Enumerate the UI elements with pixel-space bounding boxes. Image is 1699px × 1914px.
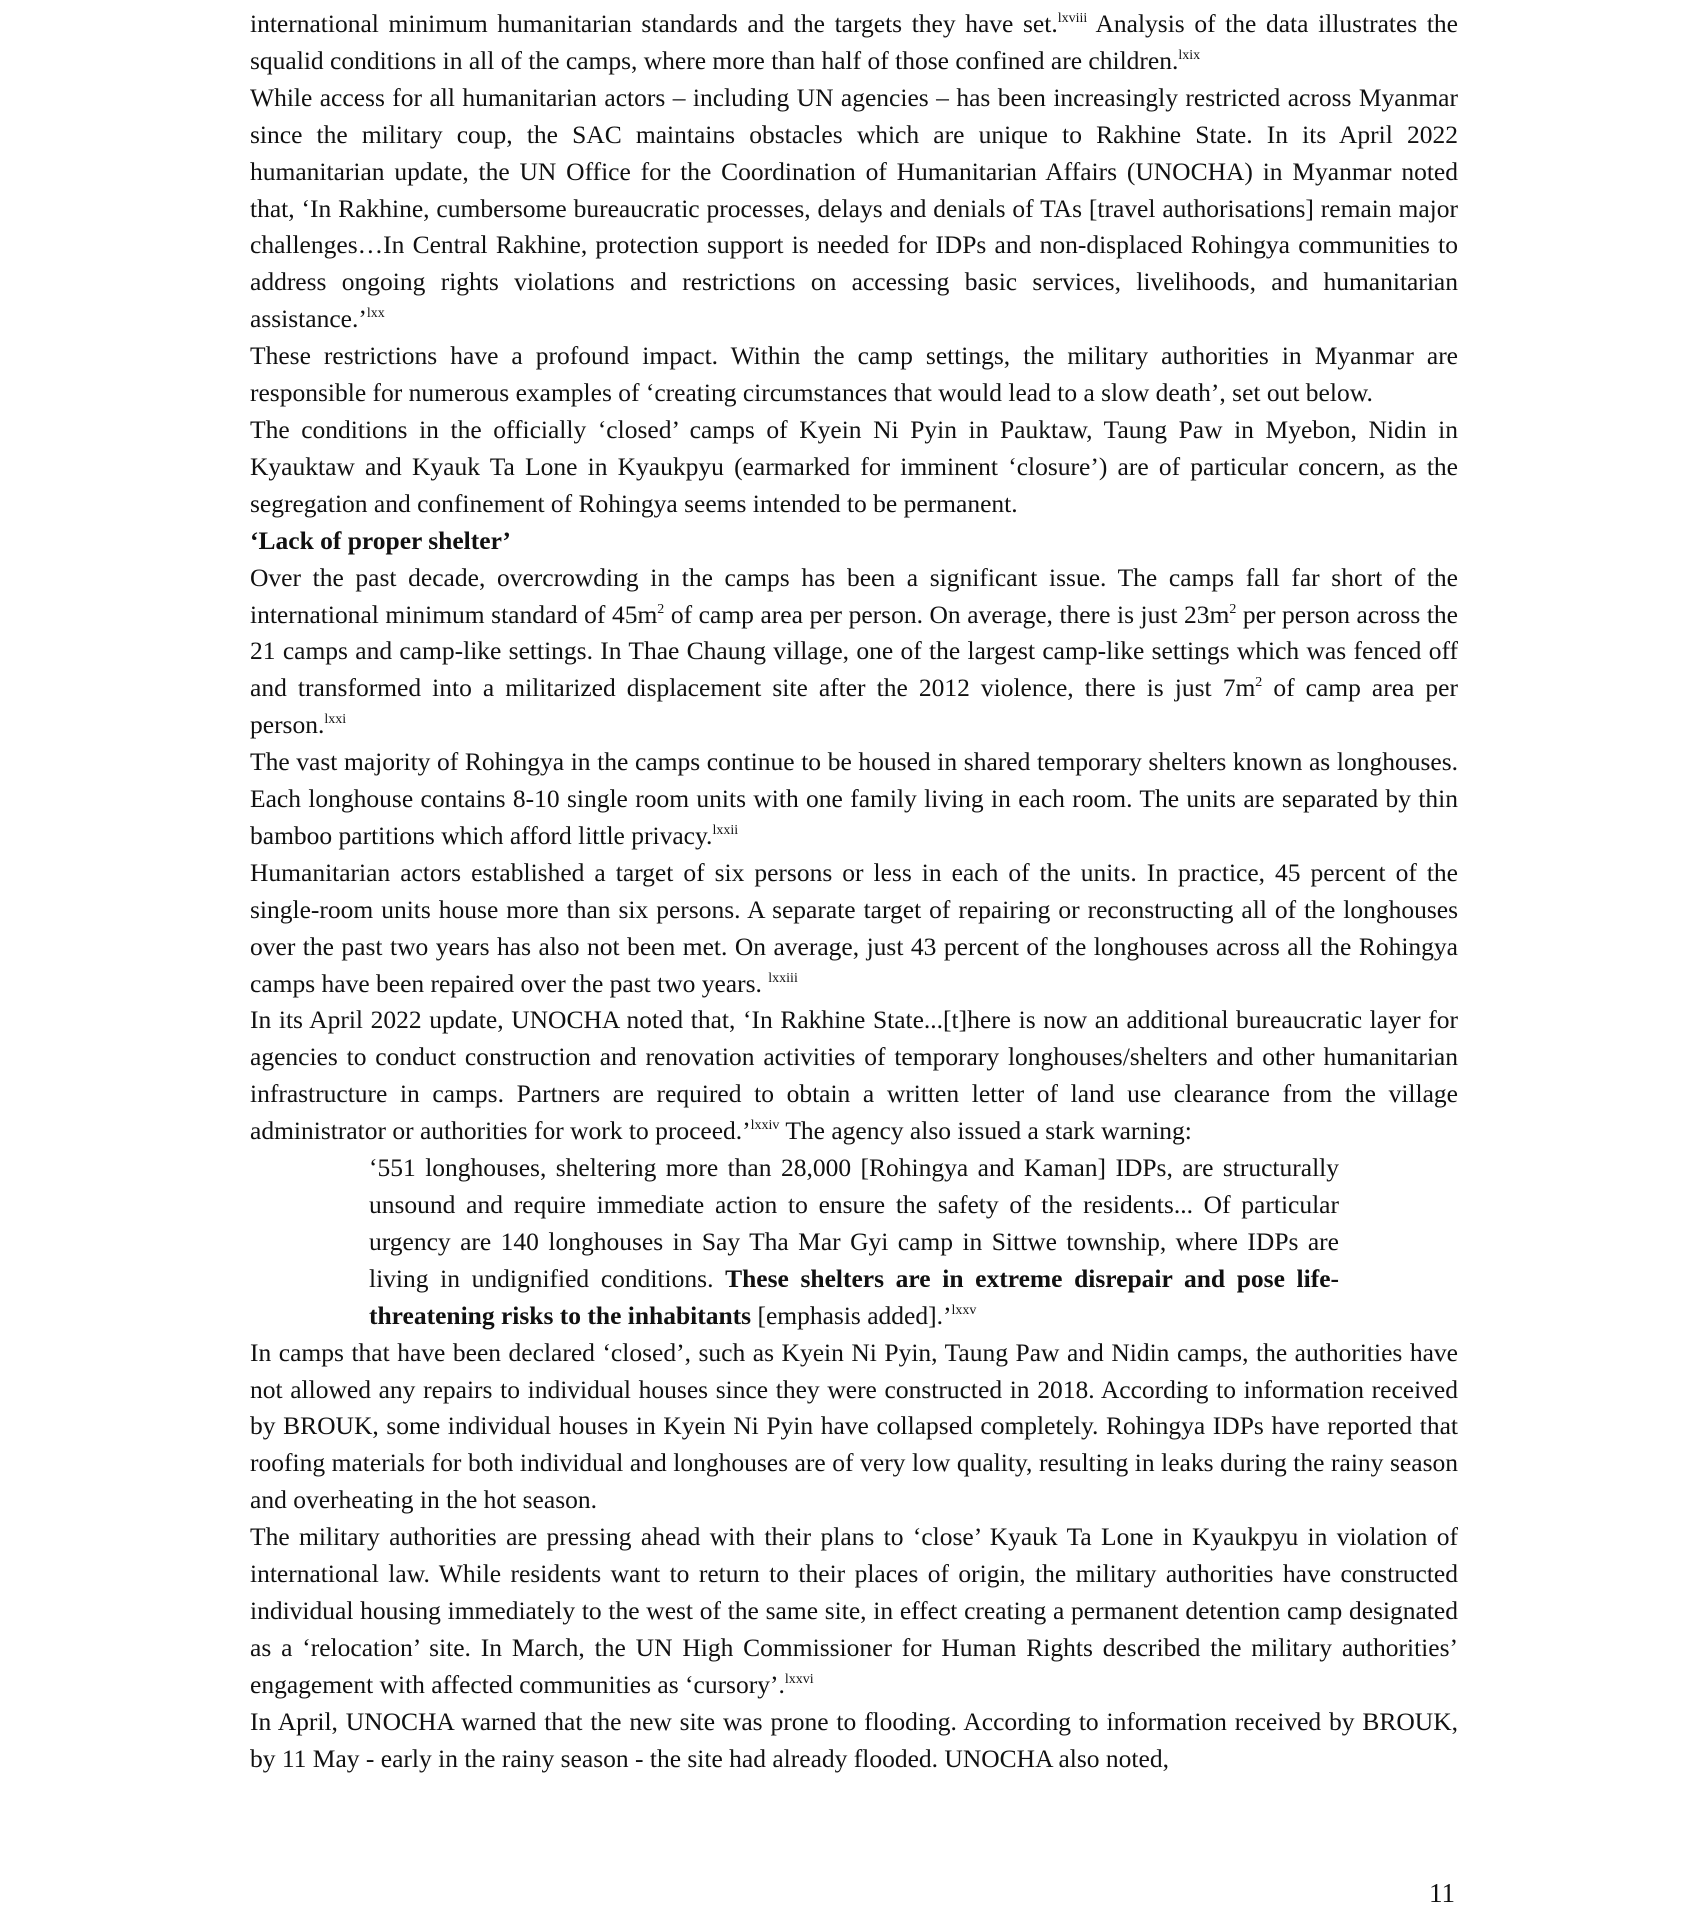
paragraph (250, 412, 1458, 523)
text-run: [emphasis added].’ (751, 1300, 952, 1330)
emphasized-text: These shelters are in extreme disrepair and pose life-threatening risks to the inhabitants (369, 1263, 1340, 1330)
paragraph (250, 855, 1458, 1003)
body-text (250, 6, 1458, 1778)
paragraph (250, 80, 1458, 338)
text-run: The vast majority of Rohingya in the camps continue to be housed in shared temporary shelters known as longhouses. Each longhouse contains 8-10 single room units with one family living in each room. The units are separated by thin bamboo partitions which afford little privacy. (250, 747, 1458, 850)
text-run: of camp area per person. (250, 673, 1458, 740)
text-run: Humanitarian actors established a target of six persons or less in each of the units. In practice, 45 percent of the single-room units house more than six persons. A separate target of repairing or reconstructing all of the longhouses over the past two years has also not been met. On average, just 43 percent of the longhouses across all the Rohingya camps have been repaired over the past two years. (250, 857, 1458, 998)
paragraph (250, 338, 1458, 412)
page-number: 11 (1429, 1878, 1455, 1908)
footnote-marker: lxxvi (784, 1671, 814, 1687)
text-run: In its April 2022 update, UNOCHA noted that, ‘In Rakhine State...[t]here is now an additional bureaucratic layer for agencies to conduct construction and renovation activities of temporary longhouses/shelters and other humanitarian infrastructure in camps. Partners are required to obtain a written letter of land use clearance from the village administrator or authorities for work to proceed.’ (250, 1005, 1458, 1146)
footnote-marker: lxxv (951, 1302, 977, 1318)
text-run: These restrictions have a profound impact. Within the camp settings, the military authorities in Myanmar are responsible for numerous examples of ‘creating circumstances that would lead to a slow death’, set out below. (250, 341, 1458, 408)
footnote-marker: lxxi (324, 712, 347, 728)
footnote-marker: 2 (657, 601, 665, 617)
paragraph (250, 1335, 1458, 1520)
paragraph (250, 1519, 1458, 1704)
footnote-marker: lxix (1178, 47, 1201, 63)
text-run: per person across the 21 camps and camp-like settings. In Thae Chaung village, one of the largest camp-like settings which was fenced off and transformed into a militarized displacement site after the 2012 violence, there is just 7m (250, 599, 1459, 703)
footnote-marker: lxx (366, 306, 385, 322)
footnote-marker: lxxiv (750, 1118, 780, 1134)
footnote-marker: 2 (1255, 675, 1263, 691)
text-run: In April, UNOCHA warned that the new site was prone to flooding. According to information received by BROUK, by 11 May - early in the rainy season - the site had already flooded. UNOCHA also noted, (250, 1706, 1458, 1773)
paragraph (250, 1002, 1458, 1150)
text-run: international minimum humanitarian standards and the targets they have set. (250, 9, 1058, 38)
paragraph (250, 1704, 1458, 1778)
text-run: ‘551 longhouses, sheltering more than 28,000 [Rohingya and Kaman] IDPs, are structurally unsound and require immediate action to ensure the safety of the residents... Of particular urgency are 140 longhouses in Say Tha Mar Gyi camp in Sittwe township, where IDPs are living in undignified conditions. (369, 1153, 1339, 1293)
block-quote (369, 1150, 1339, 1335)
text-run: Analysis of the data illustrates the squalid conditions in all of the camps, where more than half of those confined are children. (250, 9, 1458, 75)
footnote-marker: 2 (1229, 601, 1237, 617)
text-run: The military authorities are pressing ahead with their plans to ‘close’ Kyauk Ta Lone in Kyaukpyu in violation of international law. While residents want to return to their places of origin, the military authorities have constructed individual housing immediately to the west of the same site, in effect creating a permanent detention camp designated as a ‘relocation’ site. In March, the UN High Commissioner for Human Rights described the military authorities’ engagement with affected communities as ‘cursory’. (250, 1522, 1458, 1699)
paragraph (250, 6, 1458, 80)
text-run: While access for all humanitarian actors – including UN agencies – has been increasingly restricted across Myanmar since the military coup, the SAC maintains obstacles which are unique to Rakhine State. In its April 2022 humanitarian update, the UN Office for the Coordination of Humanitarian Affairs (UNOCHA) in Myanmar noted that, ‘In Rakhine, cumbersome bureaucratic processes, delays and denials of TAs [travel authorisations] remain major challenges…In Central Rakhine, protection support is needed for IDPs and non-displaced Rohingya communities to address ongoing rights violations and restrictions on accessing basic services, livelihoods, and humanitarian assistance.’ (250, 82, 1458, 334)
section-heading (250, 523, 1458, 560)
text-run: Over the past decade, overcrowding in the camps has been a significant issue. The camps fall far short of the international minimum standard of 45m (250, 562, 1458, 629)
text-run: In camps that have been declared ‘closed’, such as Kyein Ni Pyin, Taung Paw and Nidin camps, the authorities have not allowed any repairs to individual houses since they were constructed in 2018. According to information received by BROUK, some individual houses in Kyein Ni Pyin have collapsed completely. Rohingya IDPs have reported that roofing materials for both individual and longhouses are of very low quality, resulting in leaks during the rainy season and overheating in the hot season. (250, 1337, 1458, 1515)
paragraph (250, 560, 1458, 745)
footnote-marker: lxxiii (768, 970, 798, 986)
text-run: ‘Lack of proper shelter’ (250, 525, 511, 555)
text-run: The agency also issued a stark warning: (779, 1116, 1192, 1146)
text-run: of camp area per person. On average, there is just 23m (664, 599, 1230, 629)
paragraph (250, 744, 1458, 855)
footnote-marker: lxxii (712, 822, 739, 838)
text-run: The conditions in the officially ‘closed’ camps of Kyein Ni Pyin in Pauktaw, Taung Paw in Myebon, Nidin in Kyauktaw and Kyauk Ta Lone in Kyaukpyu (earmarked for imminent ‘closure’) are of particular concern, as the segregation and confinement of Rohingya seems intended to be permanent. (250, 414, 1458, 518)
footnote-marker: lxviii (1057, 11, 1088, 26)
